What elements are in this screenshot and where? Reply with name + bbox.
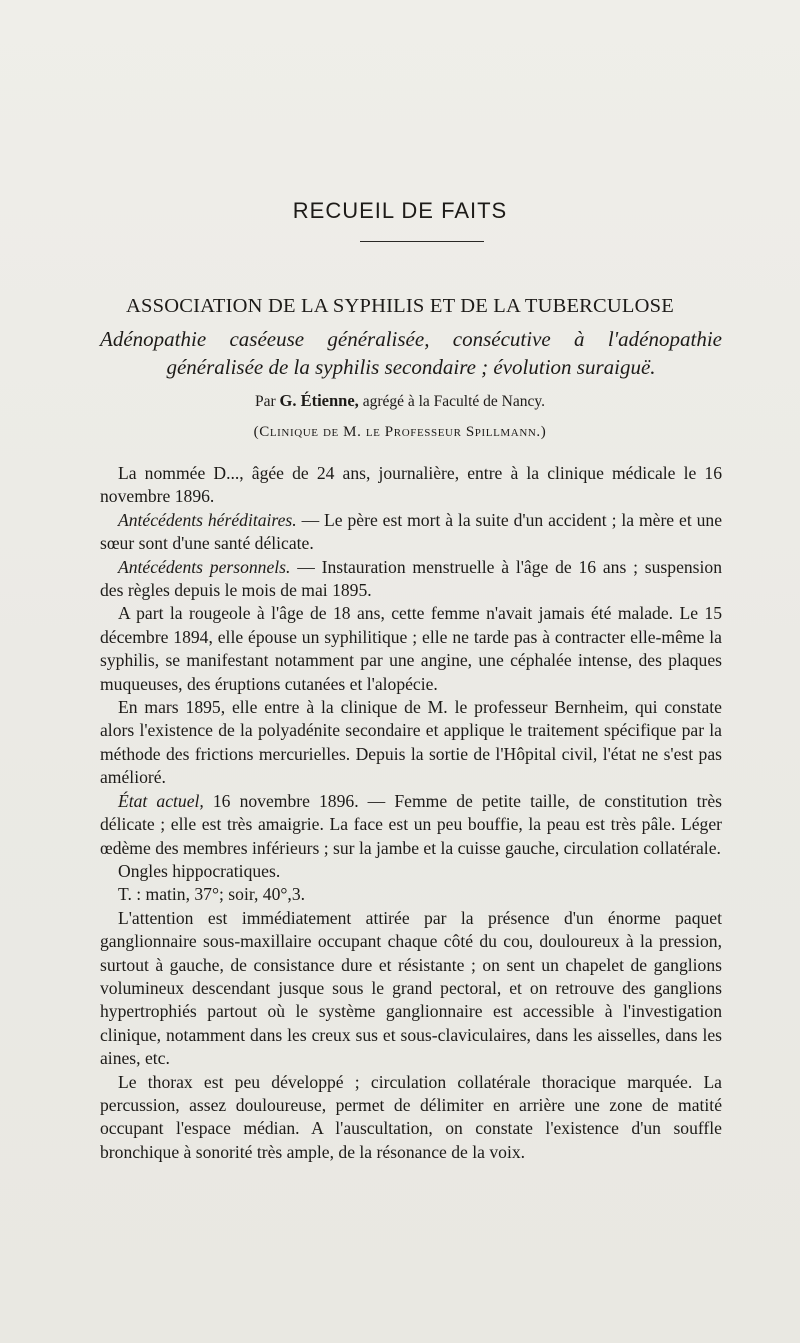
current-state-text: 16 novembre 1896. — Femme de petite taille, de constitution très délicate ; elle est très amaigrie. La face est un peu bouffie, la peau est très pâle. Léger œdème des membres inférieurs ; sur la jambe et la cuisse gauche, circulation collatérale. — [100, 790, 722, 858]
article-subtitle: Adénopathie caséeuse généralisée, consécutive à l'adénopathie généralisée de la syphilis secondaire ; évolution suraiguë. — [100, 327, 722, 379]
paragraph-hereditary-history — [100, 509, 722, 556]
clinic-name: Clinique de M. le Professeur Spillmann. — [259, 424, 541, 440]
paragraph-nails: Ongles hippocratiques. — [118, 860, 281, 881]
hereditary-history-text: — Le père est mort à la suite d'un accident ; la mère et une sœur sont d'une santé délicate. — [100, 509, 723, 554]
paragraph-prior-treatment: En mars 1895, elle entre à la clinique de M. le professeur Bernheim, qui constate alors l'existence de la polyadénite secondaire et applique le traitement spécifique par la méthode des frictions mercurielles. Depuis la sortie de l'Hôpital civil, l'état ne s'est pas amélioré. — [100, 697, 722, 788]
byline-author: G. Étienne, — [279, 391, 359, 410]
paragraph-personal-history — [100, 556, 722, 603]
personal-history-text: — Instauration menstruelle à l'âge de 16 ans ; suspension des règles depuis le mois de mai 1895. — [100, 556, 723, 601]
paragraph-syphilis-history: A part la rougeole à l'âge de 18 ans, cette femme n'avait jamais été malade. Le 15 décembre 1894, elle épouse un syphilitique ; elle ne tarde pas à contracter elle-même la syphilis, se manifestant notamment par une angine, une céphalée intense, des plaques muqueuses, des éruptions cutanées et l'alopécie. — [100, 603, 722, 694]
section-title: RECUEIL DE FAITS — [292, 198, 508, 223]
article-title: ASSOCIATION DE LA SYPHILIS ET DE LA TUBERCULOSE — [126, 295, 674, 317]
paragraph-current-state — [100, 790, 722, 860]
article-body — [100, 462, 722, 1164]
paragraph-lymph-nodes: L'attention est immédiatement attirée par la présence d'un énorme paquet ganglionnaire sous-maxillaire occupant chaque côté du cou, douloureux à la pression, surtout à gauche, de consistance dure et résistante ; on sent un chapelet de ganglions volumineux descendant jusque sous le grand pectoral, et on retrouve des ganglions hypertrophiés partout où le système ganglionnaire est accessible à l'investigation clinique, notamment dans les creux sus et sous-claviculaires, dans les aisselles, dans les aines, etc. — [100, 907, 722, 1069]
title-divider — [360, 241, 484, 242]
paragraph-admission: La nommée D..., âgée de 24 ans, journalière, entre à la clinique médicale le 16 novembre 1896. — [100, 463, 722, 507]
current-state-label: État actuel, — [118, 790, 204, 811]
clinic-attribution — [0, 424, 800, 441]
paragraph-temperature: T. : matin, 37°; soir, 40°,3. — [118, 884, 306, 905]
personal-history-label: Antécédents personnels. — [118, 556, 291, 577]
byline-affiliation: agrégé à la Faculté de Nancy. — [362, 393, 546, 410]
paragraph-thorax: Le thorax est peu développé ; circulation collatérale thoracique marquée. La percussion, assez douloureuse, permet de délimiter en arrière une zone de matité occupant l'espace médian. A l'auscultation, on constate l'existence d'un souffle bronchique à sonorité très ample, de la résonance de la voix. — [100, 1071, 722, 1162]
clinic-open-paren: ( — [253, 424, 260, 440]
hereditary-history-label: Antécédents héréditaires. — [118, 509, 297, 530]
clinic-close-paren: ) — [540, 424, 547, 440]
byline — [0, 391, 800, 411]
byline-prefix: Par — [254, 393, 276, 410]
